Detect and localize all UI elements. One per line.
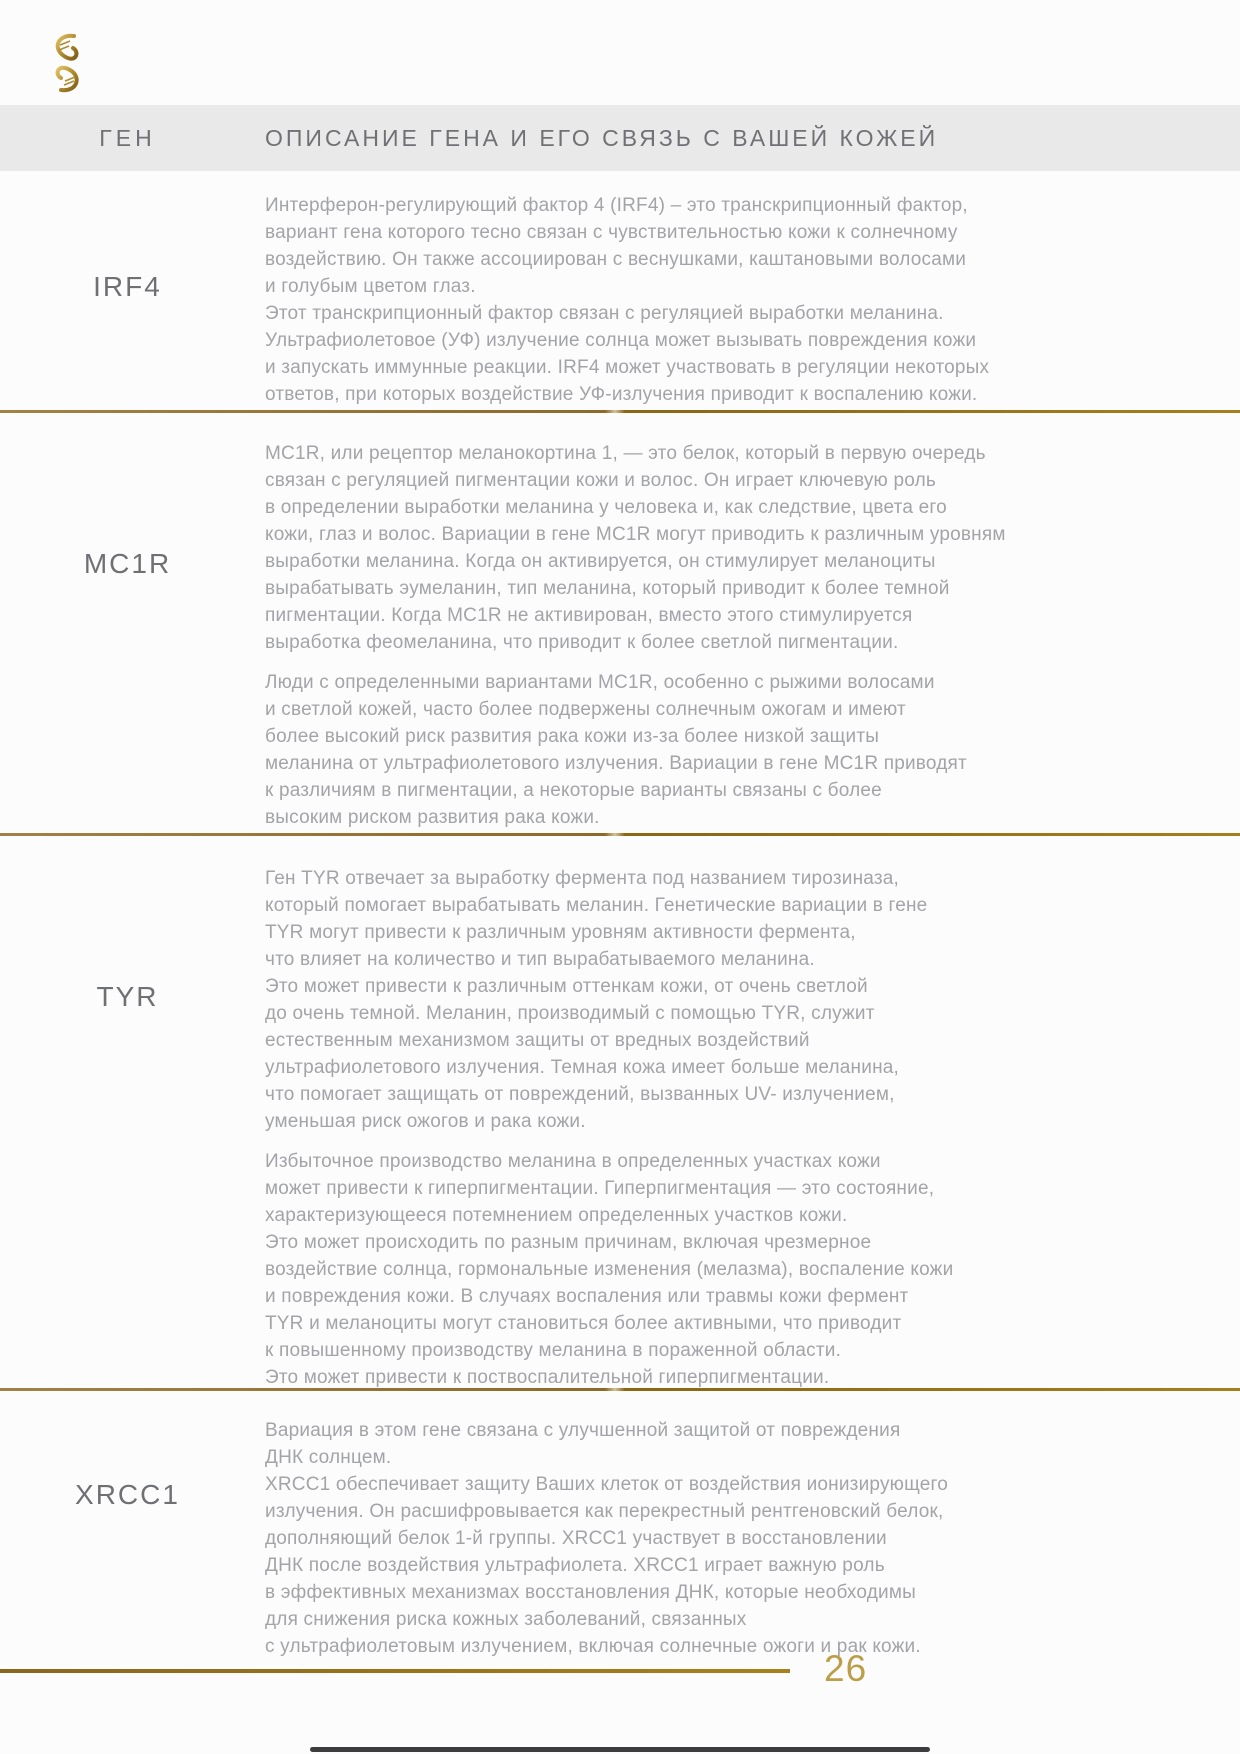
gene-name: MC1R — [83, 548, 172, 579]
gene-name: IRF4 — [93, 271, 162, 302]
gene-description-cell — [255, 1391, 1240, 1657]
gene-table — [0, 171, 1240, 1657]
bottom-edge-bar — [310, 1747, 930, 1752]
gene-description-cell — [255, 413, 1240, 833]
gene-description-paragraph: MC1R, или рецептор меланокортина 1, — это белок, который в первую очередь связан с регуляцией пигментации кожи и волос. Он играет ключевую роль в определении выработки меланина у человека и, как следствие, цвета его кожи, глаз и волос. Вариации в гене MC1R могут приводить к различным уровням выработки меланина. Когда он активируется, он стимулирует меланоциты вырабатывать эумеланин, тип меланина, который приводит к более темной пигментации. Когда MC1R не активирован, вместо этого стимулируется выработка феомеланина, что приводит к более светлой пигментации. — [265, 443, 1006, 653]
table-row-irf4 — [0, 171, 1240, 410]
gene-description-cell — [255, 836, 1240, 1388]
gene-description-paragraph: Люди с определенными вариантами MC1R, особенно с рыжими волосами и светлой кожей, часто более подвержены солнечным ожогам и имеют более высокий риск развития рака кожи из-за более низкой защиты меланина от ультрафиолетового излучения. Вариации в гене MC1R приводят к различиям в пигментации, а некоторые варианты связаны с более высоким риском развития рака кожи. — [265, 672, 967, 828]
footer-gold-rule — [0, 1669, 790, 1673]
table-row-tyr — [0, 836, 1240, 1388]
gene-name-cell — [0, 1391, 255, 1650]
header-description-label: ОПИСАНИЕ ГЕНА И ЕГО СВЯЗЬ С ВАШЕЙ КОЖЕЙ — [265, 124, 939, 151]
gene-name-cell — [0, 171, 255, 410]
gene-description-paragraph: Ген TYR отвечает за выработку фермента под названием тирозиназа, который помогает вырабатывать меланин. Генетические вариации в гене TYR могут привести к различным уровням активности фермента, что влияет на количество и тип вырабатываемого меланина. Это может привести к различным оттенкам кожи, от очень светлой до очень темной. Меланин, производимый с помощью TYR, служит естественным механизмом защиты от вредных воздействий ультрафиолетового излучения. Темная кожа имеет больше меланина, что помогает защищать от повреждений, вызванных UV- излучением, уменьшая риск ожогов и рака кожи. — [265, 868, 928, 1132]
gene-description-paragraph: Избыточное производство меланина в определенных участках кожи может привести к гиперпигментации. Гиперпигментация — это состояние, характеризующееся потемнением определенных участков кожи. Это может происходить по разным причинам, включая чрезмерное воздействие солнца, гормональные изменения (мелазма), воспаление кожи и повреждения кожи. В случаях воспаления или травмы кожи фермент TYR и меланоциты могут становиться более активными, что приводит к повышенному производству меланина в пораженной области. Это может привести к поствоспалительной гиперпигментации. — [265, 1151, 954, 1388]
gene-name-cell — [0, 836, 255, 1388]
gene-description-cell — [255, 171, 1240, 410]
header-gene-label: ГЕН — [99, 124, 156, 151]
gene-name: XRCC1 — [75, 1479, 180, 1510]
gold-dna-helix-icon — [46, 32, 88, 94]
table-header-row — [0, 105, 1240, 171]
gene-name: TYR — [96, 981, 159, 1012]
gene-name-cell — [0, 413, 255, 833]
table-row-mc1r — [0, 413, 1240, 833]
gene-description-paragraph: Интерферон-регулирующий фактор 4 (IRF4) – это транскрипционный фактор, вариант гена которого тесно связан с чувствительностью кожи к солнечному воздействию. Он также ассоциирован с веснушками, каштановыми волосами и голубым цветом глаз. Этот транскрипционный фактор связан с регуляцией выработки меланина. Ультрафиолетовое (УФ) излучение солнца может вызывать повреждения кожи и запускать иммунные реакции. IRF4 может участвовать в регуляции некоторых ответов, при которых воздействие УФ-излучения приводит к воспалению кожи. — [265, 195, 990, 405]
page-number: 26 — [824, 1648, 868, 1689]
gene-description-paragraph: Вариация в этом гене связана с улучшенной защитой от повреждения ДНК солнцем. XRCC1 обеспечивает защиту Ваших клеток от воздействия ионизирующего излучения. Он расшифровывается как перекрестный рентгеновский белок, дополняющий белок 1-й группы. XRCC1 участвует в восстановлении ДНК после воздействия ультрафиолета. XRCC1 играет важную роль в эффективных механизмах восстановления ДНК, которые необходимы для снижения риска кожных заболеваний, связанных с ультрафиолетовым излучением, включая солнечные ожоги и рак кожи. — [265, 1420, 948, 1657]
dna-logo-icon — [46, 32, 88, 94]
table-row-xrcc1 — [0, 1391, 1240, 1657]
